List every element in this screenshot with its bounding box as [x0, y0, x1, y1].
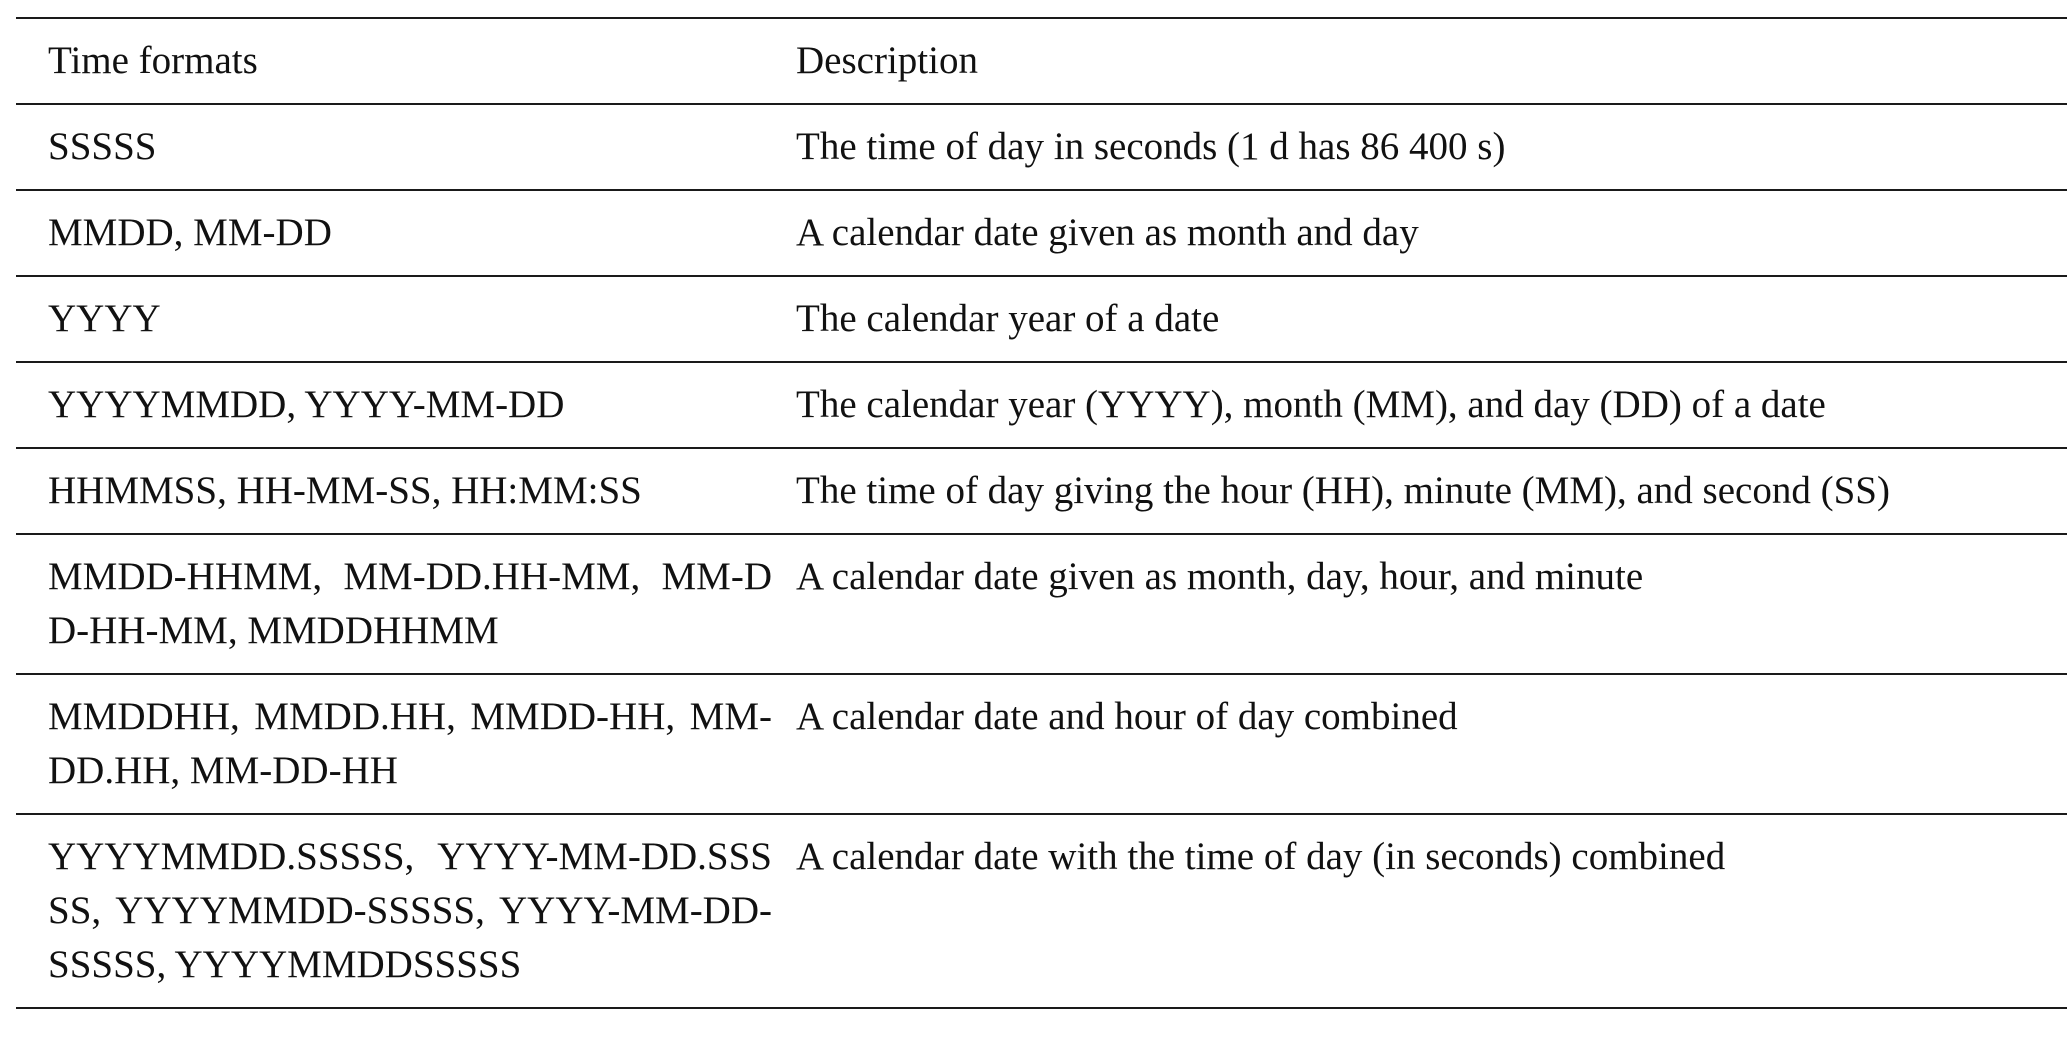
- table-row: [16, 362, 2067, 448]
- format-cell: YYYYMMDD.SSSSS, YYYY-MM-DD.SSSSS, YYYYMMDD-SSSSS, YYYY-MM-DD-SSSSS, YYYYMMDDSSSSS: [16, 814, 796, 1008]
- description-cell: The calendar year of a date: [796, 276, 2067, 362]
- format-cell: MMDD, MM-DD: [16, 190, 796, 276]
- description-cell: A calendar date given as month, day, hour, and minute: [796, 534, 2067, 674]
- table-row: [16, 674, 2067, 814]
- time-formats-table: [16, 17, 2067, 1009]
- header-time-formats: Time formats: [16, 18, 796, 104]
- description-cell: The time of day giving the hour (HH), minute (MM), and second (SS): [796, 448, 2067, 534]
- header-row: [16, 18, 2067, 104]
- table-row: [16, 190, 2067, 276]
- format-cell: SSSSS: [16, 104, 796, 190]
- time-formats-table-container: [16, 17, 2067, 1009]
- table-row: [16, 814, 2067, 1008]
- table-row: [16, 104, 2067, 190]
- table-row: [16, 448, 2067, 534]
- format-cell: YYYY: [16, 276, 796, 362]
- description-cell: The calendar year (YYYY), month (MM), and day (DD) of a date: [796, 362, 2067, 448]
- description-cell: A calendar date with the time of day (in seconds) combined: [796, 814, 2067, 1008]
- description-cell: The time of day in seconds (1 d has 86 400 s): [796, 104, 2067, 190]
- format-cell: MMDD-HHMM, MM-DD.HH-MM, MM-DD-HH-MM, MMDDHHMM: [16, 534, 796, 674]
- description-cell: A calendar date and hour of day combined: [796, 674, 2067, 814]
- description-cell: A calendar date given as month and day: [796, 190, 2067, 276]
- header-description: Description: [796, 18, 2067, 104]
- table-row: [16, 276, 2067, 362]
- format-cell: MMDDHH, MMDD.HH, MMDD-HH, MM-DD.HH, MM-DD-HH: [16, 674, 796, 814]
- format-cell: HHMMSS, HH-MM-SS, HH:MM:SS: [16, 448, 796, 534]
- table-row: [16, 534, 2067, 674]
- format-cell: YYYYMMDD, YYYY-MM-DD: [16, 362, 796, 448]
- table-body: [16, 104, 2067, 1008]
- table-header: [16, 18, 2067, 104]
